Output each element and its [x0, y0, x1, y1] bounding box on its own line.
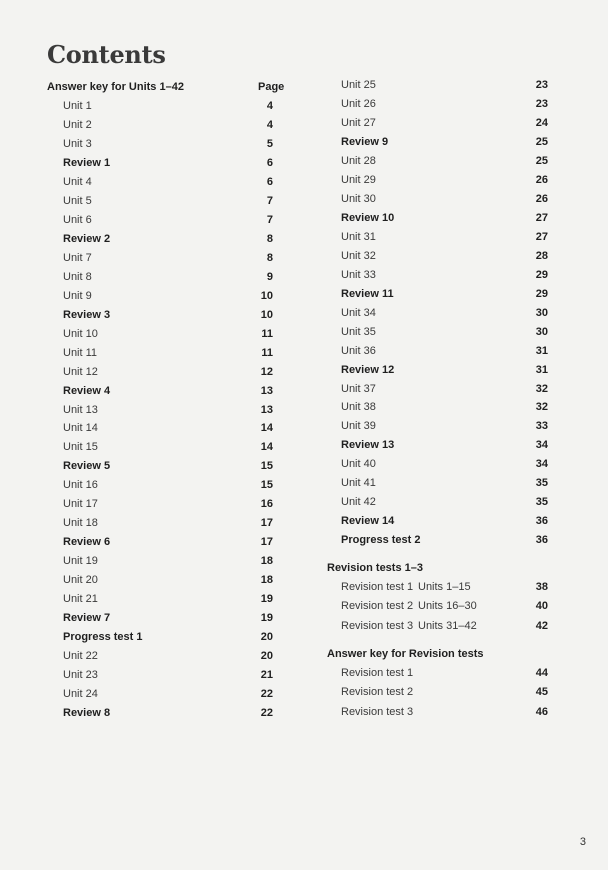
toc-entry-label: Review 1	[63, 156, 111, 169]
toc-entry	[341, 288, 548, 306]
toc-entry-page: 17	[260, 517, 273, 530]
toc-entry-label: Review 12	[341, 363, 395, 376]
toc-entry-label: Unit 25	[341, 79, 376, 91]
toc-entry-label: Revision test 1	[341, 667, 414, 679]
toc-entry-label: Review 8	[63, 707, 111, 720]
toc-entry-page: 10	[260, 308, 273, 321]
toc-entry-page: 38	[535, 581, 548, 593]
toc-entry	[63, 631, 273, 649]
toc-entry-page: 22	[260, 707, 273, 720]
toc-entry-label: Unit 14	[63, 422, 98, 435]
toc-entry	[341, 326, 548, 344]
toc-entry	[63, 290, 273, 308]
toc-entry-label: Unit 24	[63, 688, 98, 701]
toc-entry-label: Unit 29	[341, 173, 376, 186]
toc-entry	[63, 252, 273, 270]
toc-entry	[63, 498, 273, 516]
toc-entry	[341, 534, 548, 552]
toc-entry-label: Unit 20	[63, 574, 98, 587]
toc-entry	[63, 517, 273, 535]
toc-entry-page: 36	[535, 534, 548, 547]
toc-entry	[341, 477, 548, 495]
toc-entry-label: Review 4	[63, 384, 111, 397]
toc-entry-units: Units 16–30	[418, 600, 477, 613]
toc-entry	[63, 555, 273, 573]
toc-entry-label: Unit 4	[63, 175, 92, 188]
toc-entry-page: 31	[535, 344, 548, 357]
toc-entry-page: 30	[535, 306, 548, 319]
toc-entry-page: 18	[260, 555, 273, 568]
page-number: 3	[579, 836, 586, 848]
toc-entry	[341, 212, 548, 230]
toc-entry	[63, 176, 273, 194]
toc-entry-page: 15	[260, 460, 273, 473]
toc-entry	[63, 138, 273, 156]
toc-entry-page: 44	[535, 667, 548, 679]
toc-entry-units: Units 1–15	[418, 581, 471, 593]
toc-entry-label: Unit 3	[63, 137, 92, 150]
toc-entry-label: Unit 1	[63, 100, 92, 112]
toc-entry-label: Revision test 3	[341, 705, 414, 718]
toc-entry-page: 34	[535, 439, 548, 452]
toc-entry-page: 8	[266, 251, 273, 264]
toc-entry-page: 9	[266, 270, 273, 283]
toc-entry	[63, 195, 273, 213]
toc-entry-page: 46	[535, 705, 548, 718]
toc-entry-label: Unit 34	[341, 306, 376, 319]
toc-entry-page: 25	[535, 135, 548, 148]
toc-entry-label: Unit 28	[341, 154, 376, 167]
toc-entry-label: Unit 36	[341, 344, 376, 357]
toc-entry	[63, 271, 273, 289]
toc-entry	[341, 364, 548, 382]
toc-entry-label: Unit 26	[341, 97, 376, 110]
toc-entry-label: Review 9	[341, 135, 389, 148]
toc-entry-page: 31	[535, 363, 548, 376]
toc-entry-page: 20	[260, 650, 273, 663]
toc-entry-page: 35	[535, 477, 548, 490]
toc-entry-label: Unit 31	[341, 230, 376, 243]
toc-entry-page: 23	[535, 79, 548, 91]
toc-entry	[63, 233, 273, 251]
toc-entry-label: Unit 16	[63, 479, 98, 492]
toc-entry-label: Unit 5	[63, 194, 92, 207]
toc-entry-page: 30	[535, 325, 548, 338]
toc-entry-label: Review 3	[63, 308, 111, 321]
toc-entry	[63, 536, 273, 554]
toc-entry-page: 23	[535, 97, 548, 110]
toc-entry-label: Revision test 2	[341, 600, 414, 613]
toc-entry-page: 29	[535, 268, 548, 281]
toc-entry	[341, 117, 548, 135]
toc-entry-page: 34	[535, 458, 548, 471]
toc-entry-label: Progress test 2	[341, 534, 421, 547]
toc-entry-page: 16	[260, 498, 273, 511]
toc-entry-label: Unit 30	[341, 192, 376, 205]
toc-entry	[63, 328, 273, 346]
toc-entry-label: Unit 42	[341, 496, 376, 509]
toc-entry-label: Review 11	[341, 287, 394, 300]
toc-entry-label: Unit 17	[63, 498, 98, 511]
left-section-heading: Answer key for Units 1–42	[47, 81, 184, 93]
toc-entry-page: 7	[266, 194, 273, 207]
toc-entry	[341, 667, 548, 685]
toc-entry-label: Revision test 2	[341, 686, 414, 699]
toc-entry-page: 27	[535, 211, 548, 224]
toc-entry	[341, 439, 548, 457]
toc-entry-label: Review 14	[341, 515, 395, 528]
toc-entry-page: 26	[535, 192, 548, 205]
toc-entry-page: 18	[260, 574, 273, 587]
toc-entry-page: 14	[260, 441, 273, 454]
toc-entry-label: Unit 38	[341, 401, 376, 414]
toc-entry-page: 45	[535, 686, 548, 699]
toc-entry-page: 19	[260, 612, 273, 625]
toc-entry-label: Unit 10	[63, 327, 98, 340]
toc-entry-label: Review 6	[63, 536, 111, 549]
toc-entry	[341, 269, 548, 287]
toc-entry-label: Unit 18	[63, 517, 98, 530]
toc-entry	[341, 383, 548, 401]
toc-entry	[341, 231, 548, 249]
toc-entry	[63, 479, 273, 497]
toc-entry	[341, 174, 548, 192]
toc-entry-page: 32	[535, 401, 548, 414]
toc-entry-page: 7	[266, 213, 273, 226]
toc-entry	[341, 345, 548, 363]
toc-entry-label: Unit 22	[63, 650, 98, 663]
toc-entry-label: Unit 11	[63, 346, 98, 359]
toc-entry	[341, 600, 548, 618]
revision-tests-heading: Revision tests 1–3	[327, 562, 423, 574]
toc-entry-page: 6	[266, 175, 273, 188]
toc-entry	[63, 385, 273, 403]
toc-entry-page: 35	[535, 496, 548, 509]
toc-entry	[63, 574, 273, 592]
toc-entry-label: Unit 8	[63, 270, 92, 283]
toc-entry-page: 5	[266, 137, 273, 150]
toc-entry-page: 13	[260, 403, 273, 416]
toc-entry	[63, 650, 273, 668]
toc-entry-label: Review 5	[63, 460, 111, 473]
toc-entry-label: Unit 37	[341, 382, 376, 395]
toc-entry-page: 40	[535, 600, 548, 613]
toc-entry	[63, 612, 273, 630]
toc-entry	[341, 307, 548, 325]
toc-entry-label: Unit 12	[63, 365, 98, 378]
toc-entry-page: 20	[260, 631, 273, 644]
toc-entry-page: 14	[260, 422, 273, 435]
toc-entry-label: Unit 41	[341, 477, 376, 490]
toc-entry-page: 4	[266, 118, 273, 131]
toc-entry-label: Review 7	[63, 612, 111, 625]
toc-entry-label: Review 2	[63, 232, 111, 245]
toc-entry-page: 27	[535, 230, 548, 243]
toc-entry	[341, 515, 548, 533]
toc-entry-page: 19	[260, 593, 273, 606]
toc-entry-label: Progress test 1	[63, 631, 143, 644]
toc-entry-label: Unit 2	[63, 118, 92, 131]
toc-entry-label: Unit 6	[63, 213, 92, 226]
toc-entry-page: 33	[535, 420, 548, 433]
toc-entry	[341, 98, 548, 116]
toc-entry-page: 28	[535, 249, 548, 262]
toc-entry	[63, 422, 273, 440]
toc-entry-label: Unit 21	[63, 593, 98, 606]
answer-key-revision-heading: Answer key for Revision tests	[327, 648, 484, 660]
toc-entry	[341, 79, 548, 97]
toc-entry	[63, 100, 273, 118]
toc-entry-page: 24	[535, 116, 548, 129]
toc-entry-label: Unit 19	[63, 555, 98, 568]
toc-entry-page: 10	[260, 289, 273, 302]
toc-entry	[341, 193, 548, 211]
toc-entry-page: 11	[261, 346, 273, 359]
toc-entry-label: Unit 40	[341, 458, 376, 471]
toc-entry-label: Revision test 1	[341, 581, 414, 593]
toc-entry-label: Unit 39	[341, 420, 376, 433]
toc-entry	[63, 593, 273, 611]
toc-entry	[63, 214, 273, 232]
toc-entry-label: Review 10	[341, 211, 395, 224]
toc-entry	[63, 669, 273, 687]
toc-entry-page: 4	[266, 100, 273, 112]
toc-entry-label: Revision test 3	[341, 619, 414, 632]
toc-entry-page: 12	[260, 365, 273, 378]
toc-entry-label: Unit 32	[341, 249, 376, 262]
toc-entry-page: 22	[260, 688, 273, 701]
toc-entry-page: 42	[535, 619, 548, 632]
toc-entry	[341, 581, 548, 599]
toc-entry	[63, 119, 273, 137]
toc-entry-label: Unit 33	[341, 268, 376, 281]
toc-entry-label: Unit 7	[63, 251, 92, 264]
toc-entry	[341, 458, 548, 476]
toc-entry	[341, 686, 548, 704]
toc-entry-label: Unit 27	[341, 116, 376, 129]
toc-entry	[63, 441, 273, 459]
toc-entry-page: 29	[535, 287, 548, 300]
toc-entry	[63, 157, 273, 175]
toc-entry	[341, 136, 548, 154]
toc-entry-label: Unit 15	[63, 441, 98, 454]
toc-entry-page: 36	[535, 515, 548, 528]
toc-entry-page: 32	[535, 382, 548, 395]
toc-entry-label: Unit 35	[341, 325, 376, 338]
toc-entry-page: 13	[260, 384, 273, 397]
toc-entry-label: Review 13	[341, 439, 395, 452]
toc-entry-page: 21	[260, 669, 273, 682]
toc-entry-page: 6	[266, 156, 273, 169]
toc-entry	[341, 420, 548, 438]
page-title: Contents	[47, 40, 166, 69]
toc-entry-page: 25	[535, 154, 548, 167]
toc-entry-page: 26	[535, 173, 548, 186]
toc-entry	[63, 707, 273, 725]
toc-entry	[63, 347, 273, 365]
toc-entry	[63, 688, 273, 706]
toc-entry	[341, 401, 548, 419]
toc-entry	[63, 309, 273, 327]
toc-entry	[341, 620, 548, 638]
toc-entry-page: 8	[266, 232, 273, 245]
toc-entry-units: Units 31–42	[418, 619, 477, 632]
toc-entry-label: Unit 23	[63, 669, 98, 682]
toc-entry-page: 17	[260, 536, 273, 549]
toc-entry	[341, 155, 548, 173]
toc-entry-label: Unit 13	[63, 403, 98, 416]
toc-entry-page: 15	[260, 479, 273, 492]
toc-entry-label: Unit 9	[63, 289, 92, 302]
page-column-label: Page	[258, 81, 285, 93]
toc-entry	[341, 706, 548, 724]
toc-entry	[63, 460, 273, 478]
toc-entry	[63, 366, 273, 384]
toc-entry	[341, 250, 548, 268]
toc-entry	[341, 496, 548, 514]
toc-entry-page: 11	[261, 327, 273, 340]
toc-entry	[63, 404, 273, 422]
